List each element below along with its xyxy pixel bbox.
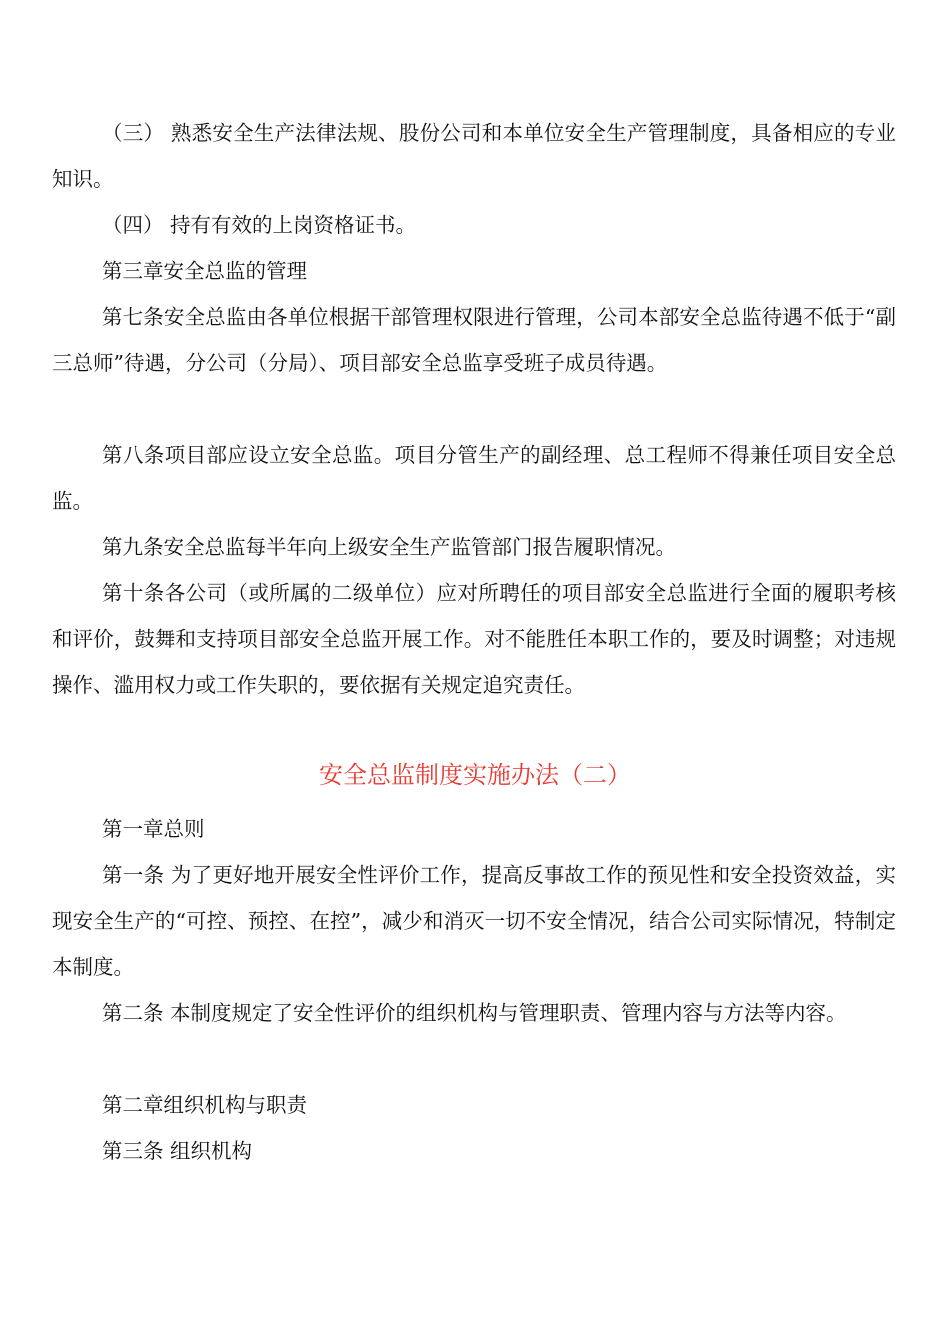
paragraph-article-3: 第三条 组织机构 [102, 1139, 253, 1163]
paragraph-article-10: 第十条各公司（或所属的二级单位）应对所聘任的项目部安全总监进行全面的履职考核和评价，鼓舞和支持项目部安全总监开展工作。对不能胜任本职工作的，要及时调整；对违规操作、滥用权力或工作失职的，要依据有关规定追究责任。 [52, 581, 896, 697]
paragraph-article-9: 第九条安全总监每半年向上级安全生产监管部门报告履职情况。 [102, 535, 676, 559]
paragraph-article-1: 第一条 为了更好地开展安全性评价工作，提高反事故工作的预见性和安全投资效益，实现安全生产的“可控、预控、在控”，减少和消灭一切不安全情况，结合公司实际情况，特制定本制度。 [52, 863, 896, 979]
chapter-heading-1: 第一章总则 [102, 817, 205, 841]
paragraph-article-2: 第二条 本制度规定了安全性评价的组织机构与管理职责、管理内容与方法等内容。 [102, 1001, 847, 1025]
chapter-heading-3: 第三章安全总监的管理 [102, 259, 307, 283]
paragraph-article-8: 第八条项目部应设立安全总监。项目分管生产的副经理、总工程师不得兼任项目安全总监。 [52, 443, 896, 513]
paragraph-clause-3-knowledge: （三） 熟悉安全生产法律法规、股份公司和本单位安全生产管理制度，具备相应的专业知识。 [52, 121, 896, 191]
paragraph-article-7: 第七条安全总监由各单位根据干部管理权限进行管理，公司本部安全总监待遇不低于“副三总师”待遇，分公司（分局）、项目部安全总监享受班子成员待遇。 [52, 305, 896, 375]
document-title: 安全总监制度实施办法（二） [319, 761, 631, 789]
paragraph-clause-4-certificate: （四） 持有有效的上岗资格证书。 [102, 213, 417, 237]
chapter-heading-2: 第二章组织机构与职责 [102, 1093, 307, 1117]
